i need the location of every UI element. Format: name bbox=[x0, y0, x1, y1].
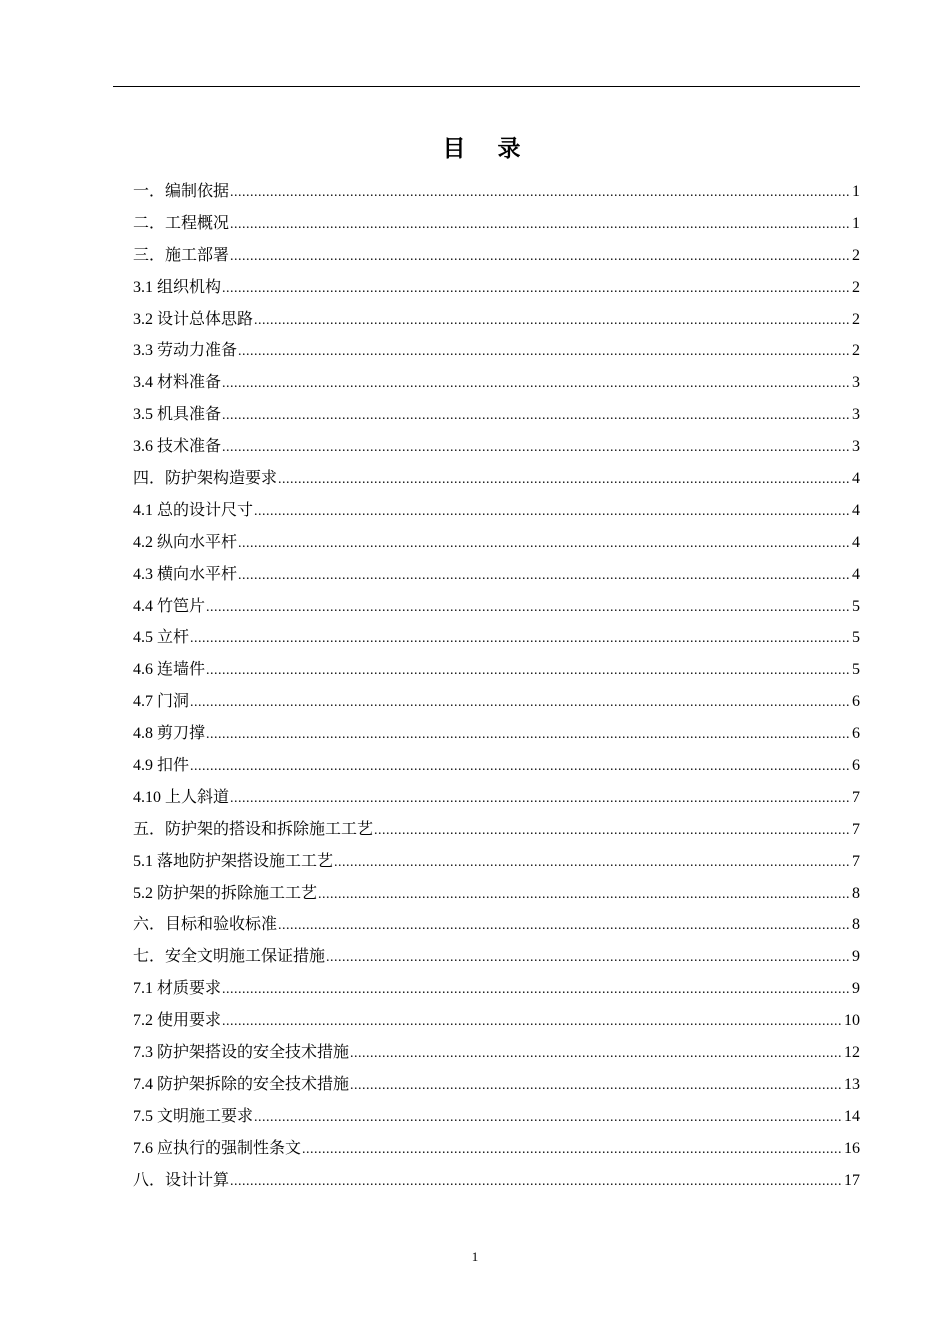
toc-entry[interactable] bbox=[133, 1005, 860, 1037]
toc-entry[interactable] bbox=[133, 176, 860, 208]
toc-entry-label: 4.6 连墙件 bbox=[133, 661, 206, 679]
toc-entry[interactable] bbox=[133, 208, 860, 240]
page-number: 1 bbox=[471, 1249, 479, 1264]
toc-entry-page: 9 bbox=[852, 948, 860, 966]
toc-entry-label: 4.8 剪刀撑 bbox=[133, 725, 206, 743]
toc-entry-label: 5.1 落地防护架搭设施工工艺 bbox=[133, 852, 334, 870]
toc-entry-page: 2 bbox=[852, 278, 860, 296]
toc-entry-page: 17 bbox=[844, 1171, 860, 1189]
toc-entry-page: 6 bbox=[852, 725, 860, 743]
toc-dot-leader bbox=[222, 974, 851, 1006]
toc-entry-label: 4.10 上人斜道 bbox=[133, 788, 230, 806]
toc-entry-page: 1 bbox=[852, 214, 860, 232]
toc-dot-leader bbox=[222, 368, 851, 400]
toc-entry-label: 5.2 防护架的拆除施工工艺 bbox=[133, 884, 318, 902]
toc-entry[interactable] bbox=[133, 335, 860, 367]
toc-entry-label: 五．防护架的搭设和拆除施工工艺 bbox=[133, 820, 374, 838]
toc-entry[interactable] bbox=[133, 654, 860, 686]
toc-entry[interactable] bbox=[133, 1101, 860, 1133]
toc-entry-label: 3.1 组织机构 bbox=[133, 278, 222, 296]
toc-entry-label: 4.7 门洞 bbox=[133, 693, 190, 711]
toc-entry-label: 4.2 纵向水平杆 bbox=[133, 533, 238, 551]
toc-entry-label: 4.5 立杆 bbox=[133, 629, 190, 647]
toc-entry-page: 13 bbox=[844, 1075, 860, 1093]
toc-entry-page: 16 bbox=[844, 1139, 860, 1157]
toc-entry-label: 二．工程概况 bbox=[133, 214, 230, 232]
toc-dot-leader bbox=[206, 655, 851, 687]
toc-entry-page: 4 bbox=[852, 501, 860, 519]
toc-entry-page: 7 bbox=[852, 820, 860, 838]
toc-entry[interactable] bbox=[133, 622, 860, 654]
toc-dot-leader bbox=[254, 496, 851, 528]
toc-dot-leader bbox=[206, 592, 851, 624]
toc-entry[interactable] bbox=[133, 591, 860, 623]
toc-entry-page: 9 bbox=[852, 980, 860, 998]
toc-entry[interactable] bbox=[133, 1133, 860, 1165]
toc-entry-page: 4 bbox=[852, 565, 860, 583]
toc-entry-label: 7.5 文明施工要求 bbox=[133, 1107, 254, 1125]
header-rule bbox=[113, 86, 860, 87]
toc-entry-label: 七．安全文明施工保证措施 bbox=[133, 948, 326, 966]
toc-dot-leader bbox=[190, 687, 851, 719]
toc-entry-label: 4.4 竹笆片 bbox=[133, 597, 206, 615]
toc-entry-label: 一．编制依据 bbox=[133, 183, 230, 200]
toc-entry[interactable] bbox=[133, 973, 860, 1005]
toc-entry[interactable] bbox=[133, 304, 860, 336]
toc-dot-leader bbox=[350, 1038, 843, 1070]
toc-entry[interactable] bbox=[133, 941, 860, 973]
toc-entry[interactable] bbox=[133, 559, 860, 591]
toc-dot-leader bbox=[254, 305, 851, 337]
toc-entry-page: 12 bbox=[844, 1044, 860, 1062]
toc-entry[interactable] bbox=[133, 463, 860, 495]
toc-entry[interactable] bbox=[133, 782, 860, 814]
toc-entry-label: 3.3 劳动力准备 bbox=[133, 342, 238, 360]
toc-dot-leader bbox=[230, 783, 851, 815]
toc-entry-page: 8 bbox=[852, 916, 860, 934]
toc-dot-leader bbox=[190, 623, 851, 655]
toc-entry-page: 4 bbox=[852, 533, 860, 551]
toc-entry[interactable] bbox=[133, 495, 860, 527]
toc-dot-leader bbox=[222, 1006, 843, 1038]
toc-dot-leader bbox=[190, 751, 851, 783]
toc-entry-page: 10 bbox=[844, 1012, 860, 1030]
toc-entry-label: 4.1 总的设计尺寸 bbox=[133, 501, 254, 519]
toc-entry[interactable] bbox=[133, 814, 860, 846]
toc-entry-page: 7 bbox=[852, 788, 860, 806]
toc-entry-label: 7.6 应执行的强制性条文 bbox=[133, 1139, 302, 1157]
toc-entry-label: 3.6 技术准备 bbox=[133, 438, 222, 456]
toc-dot-leader bbox=[222, 400, 851, 432]
toc-entry[interactable] bbox=[133, 367, 860, 399]
toc-entry-label: 7.2 使用要求 bbox=[133, 1012, 222, 1030]
toc-entry[interactable] bbox=[133, 909, 860, 941]
toc-entry-page: 2 bbox=[852, 310, 860, 328]
toc-entry[interactable] bbox=[133, 431, 860, 463]
toc-entry-page: 3 bbox=[852, 406, 860, 424]
toc-entry-label: 7.3 防护架搭设的安全技术措施 bbox=[133, 1044, 350, 1062]
toc-entry[interactable] bbox=[133, 1069, 860, 1101]
toc-dot-leader bbox=[230, 177, 851, 209]
toc-entry-label: 3.4 材料准备 bbox=[133, 374, 222, 392]
toc-entry-page: 8 bbox=[852, 884, 860, 902]
toc-entry-label: 八．设计计算 bbox=[133, 1171, 230, 1189]
toc-entry-page: 6 bbox=[852, 757, 860, 775]
toc-dot-leader bbox=[238, 560, 851, 592]
toc-entry-page: 4 bbox=[852, 470, 860, 488]
toc-entry-page: 14 bbox=[844, 1107, 860, 1125]
toc-entry[interactable] bbox=[133, 878, 860, 910]
toc-entry-label: 4.3 横向水平杆 bbox=[133, 565, 238, 583]
toc-entry-label: 四．防护架构造要求 bbox=[133, 470, 278, 488]
toc-entry-page: 5 bbox=[852, 629, 860, 647]
toc-entry-label: 六．目标和验收标准 bbox=[133, 916, 278, 934]
toc-entry-page: 2 bbox=[852, 342, 860, 360]
toc-entry[interactable] bbox=[133, 272, 860, 304]
table-of-contents bbox=[133, 176, 860, 1197]
toc-entry[interactable] bbox=[133, 846, 860, 878]
toc-dot-leader bbox=[326, 942, 851, 974]
page-title: 目 录 bbox=[442, 136, 533, 162]
toc-entry-label: 7.1 材质要求 bbox=[133, 980, 222, 998]
toc-dot-leader bbox=[318, 879, 851, 911]
toc-dot-leader bbox=[254, 1102, 843, 1134]
toc-entry-page: 5 bbox=[852, 661, 860, 679]
toc-entry[interactable] bbox=[133, 1037, 860, 1069]
toc-dot-leader bbox=[230, 241, 851, 273]
toc-dot-leader bbox=[374, 815, 851, 847]
toc-entry[interactable] bbox=[133, 399, 860, 431]
toc-entry[interactable] bbox=[133, 750, 860, 782]
toc-entry-page: 6 bbox=[852, 693, 860, 711]
toc-entry-page: 5 bbox=[852, 597, 860, 615]
toc-dot-leader bbox=[238, 528, 851, 560]
toc-entry-label: 三．施工部署 bbox=[133, 246, 230, 264]
toc-entry-label: 4.9 扣件 bbox=[133, 757, 190, 775]
toc-entry-page: 2 bbox=[852, 246, 860, 264]
toc-entry-page: 3 bbox=[852, 438, 860, 456]
toc-dot-leader bbox=[350, 1070, 843, 1102]
toc-dot-leader bbox=[222, 273, 851, 305]
toc-entry-page: 7 bbox=[852, 852, 860, 870]
toc-entry[interactable] bbox=[133, 686, 860, 718]
toc-entry[interactable] bbox=[133, 1165, 860, 1197]
toc-dot-leader bbox=[206, 719, 851, 751]
toc-dot-leader bbox=[278, 910, 851, 942]
toc-dot-leader bbox=[230, 209, 851, 241]
toc-dot-leader bbox=[230, 1166, 843, 1198]
toc-entry-label: 7.4 防护架拆除的安全技术措施 bbox=[133, 1075, 350, 1093]
toc-entry[interactable] bbox=[133, 240, 860, 272]
toc-dot-leader bbox=[334, 847, 851, 879]
toc-dot-leader bbox=[222, 432, 851, 464]
toc-entry-label: 3.2 设计总体思路 bbox=[133, 310, 254, 328]
toc-entry-page: 3 bbox=[852, 374, 860, 392]
toc-entry[interactable] bbox=[133, 527, 860, 559]
toc-dot-leader bbox=[238, 336, 851, 368]
toc-dot-leader bbox=[302, 1134, 843, 1166]
toc-dot-leader bbox=[278, 464, 851, 496]
toc-entry[interactable] bbox=[133, 718, 860, 750]
toc-entry-page: 1 bbox=[852, 183, 860, 200]
toc-entry-label: 3.5 机具准备 bbox=[133, 406, 222, 424]
